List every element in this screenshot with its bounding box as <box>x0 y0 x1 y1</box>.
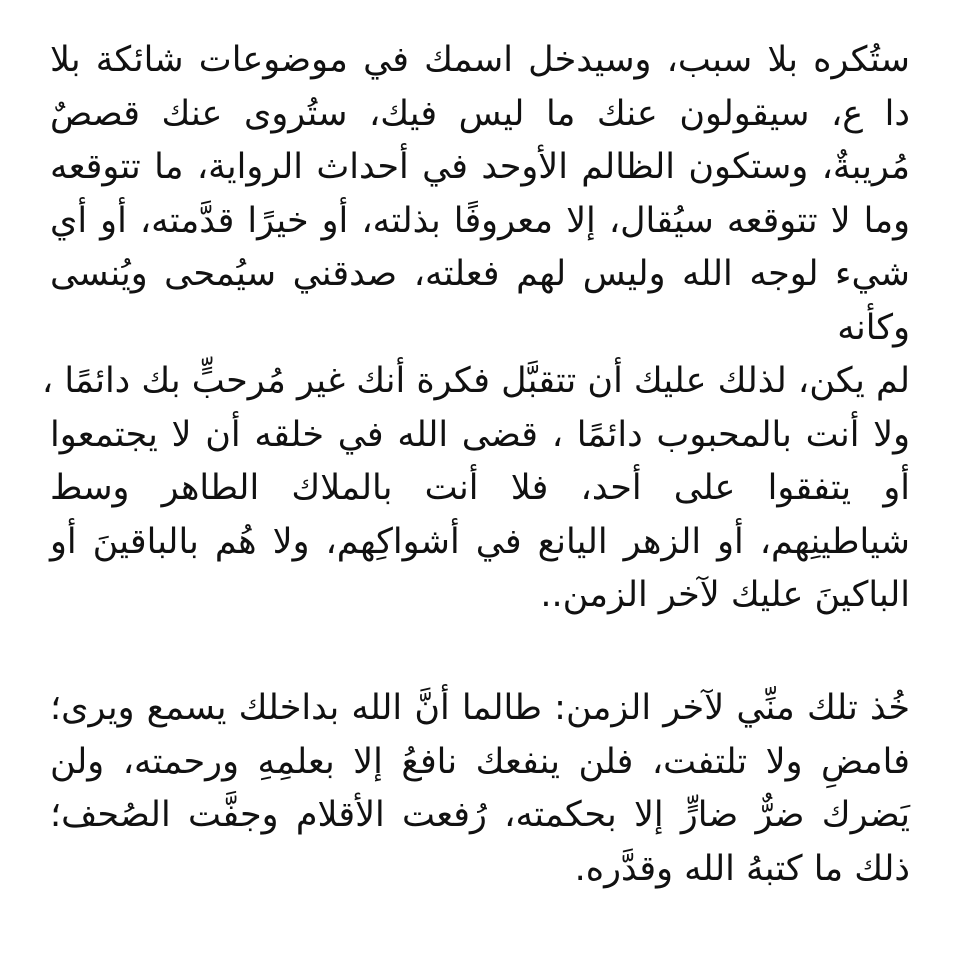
text-line: شيء لوجه الله وليس لهم فعلته، صدقني سيُمحى ويُنسى <box>50 254 910 294</box>
text-line: خُذ تلك منِّي لآخر الزمن: طالما أنَّ الله بداخلك يسمع ويرى؛ <box>50 688 910 728</box>
paragraph-2 <box>50 682 910 896</box>
text-line: دا ع، سيقولون عنك ما ليس فيك، ستُروى عنك قصصٌ <box>50 93 910 134</box>
text-line: الباكينَ عليك لآخر الزمن.. <box>540 575 910 615</box>
text-line: أو يتفقوا على أحد، فلا أنت بالملاك الطاهر وسط <box>50 468 910 508</box>
text-line: فامضِ ولا تلتفت، فلن ينفعك نافعُ إلا بعلمِهِ ورحمته، ولن <box>50 741 910 782</box>
text-line: وما لا تتوقعه سيُقال، إلا معروفًا بذلته، أو خيرًا قدَّمته، أو أي <box>50 200 910 241</box>
text-line: وكأنه <box>837 307 910 348</box>
text-line: ذلك ما كتبهُ الله وقدَّره. <box>574 848 910 889</box>
text-line: لم يكن، لذلك عليك أن تتقبَّل فكرة أنك غير مُرحبٍّ بك دائمًا ، <box>41 361 910 401</box>
text-line: ستُكره بلا سبب، وسيدخل اسمك في موضوعات شائكة بلا <box>50 40 910 80</box>
text-line: ولا أنت بالمحبوب دائمًا ، قضى الله في خلقه أن لا يجتمعوا <box>50 414 910 455</box>
text-line: يَضرك ضرٌّ ضارٍّ إلا بحكمته، رُفعت الأقلام وجفَّت الصُحف؛ <box>50 795 910 835</box>
text-line: شياطينِهم، أو الزهر اليانع في أشواكِهم، ولا هُم بالباقينَ أو <box>50 521 910 562</box>
text-line: مُريبةٌ، وستكون الظالم الأوحد في أحداث الرواية، ما تتوقعه <box>50 147 910 187</box>
paragraph-1 <box>41 34 910 623</box>
